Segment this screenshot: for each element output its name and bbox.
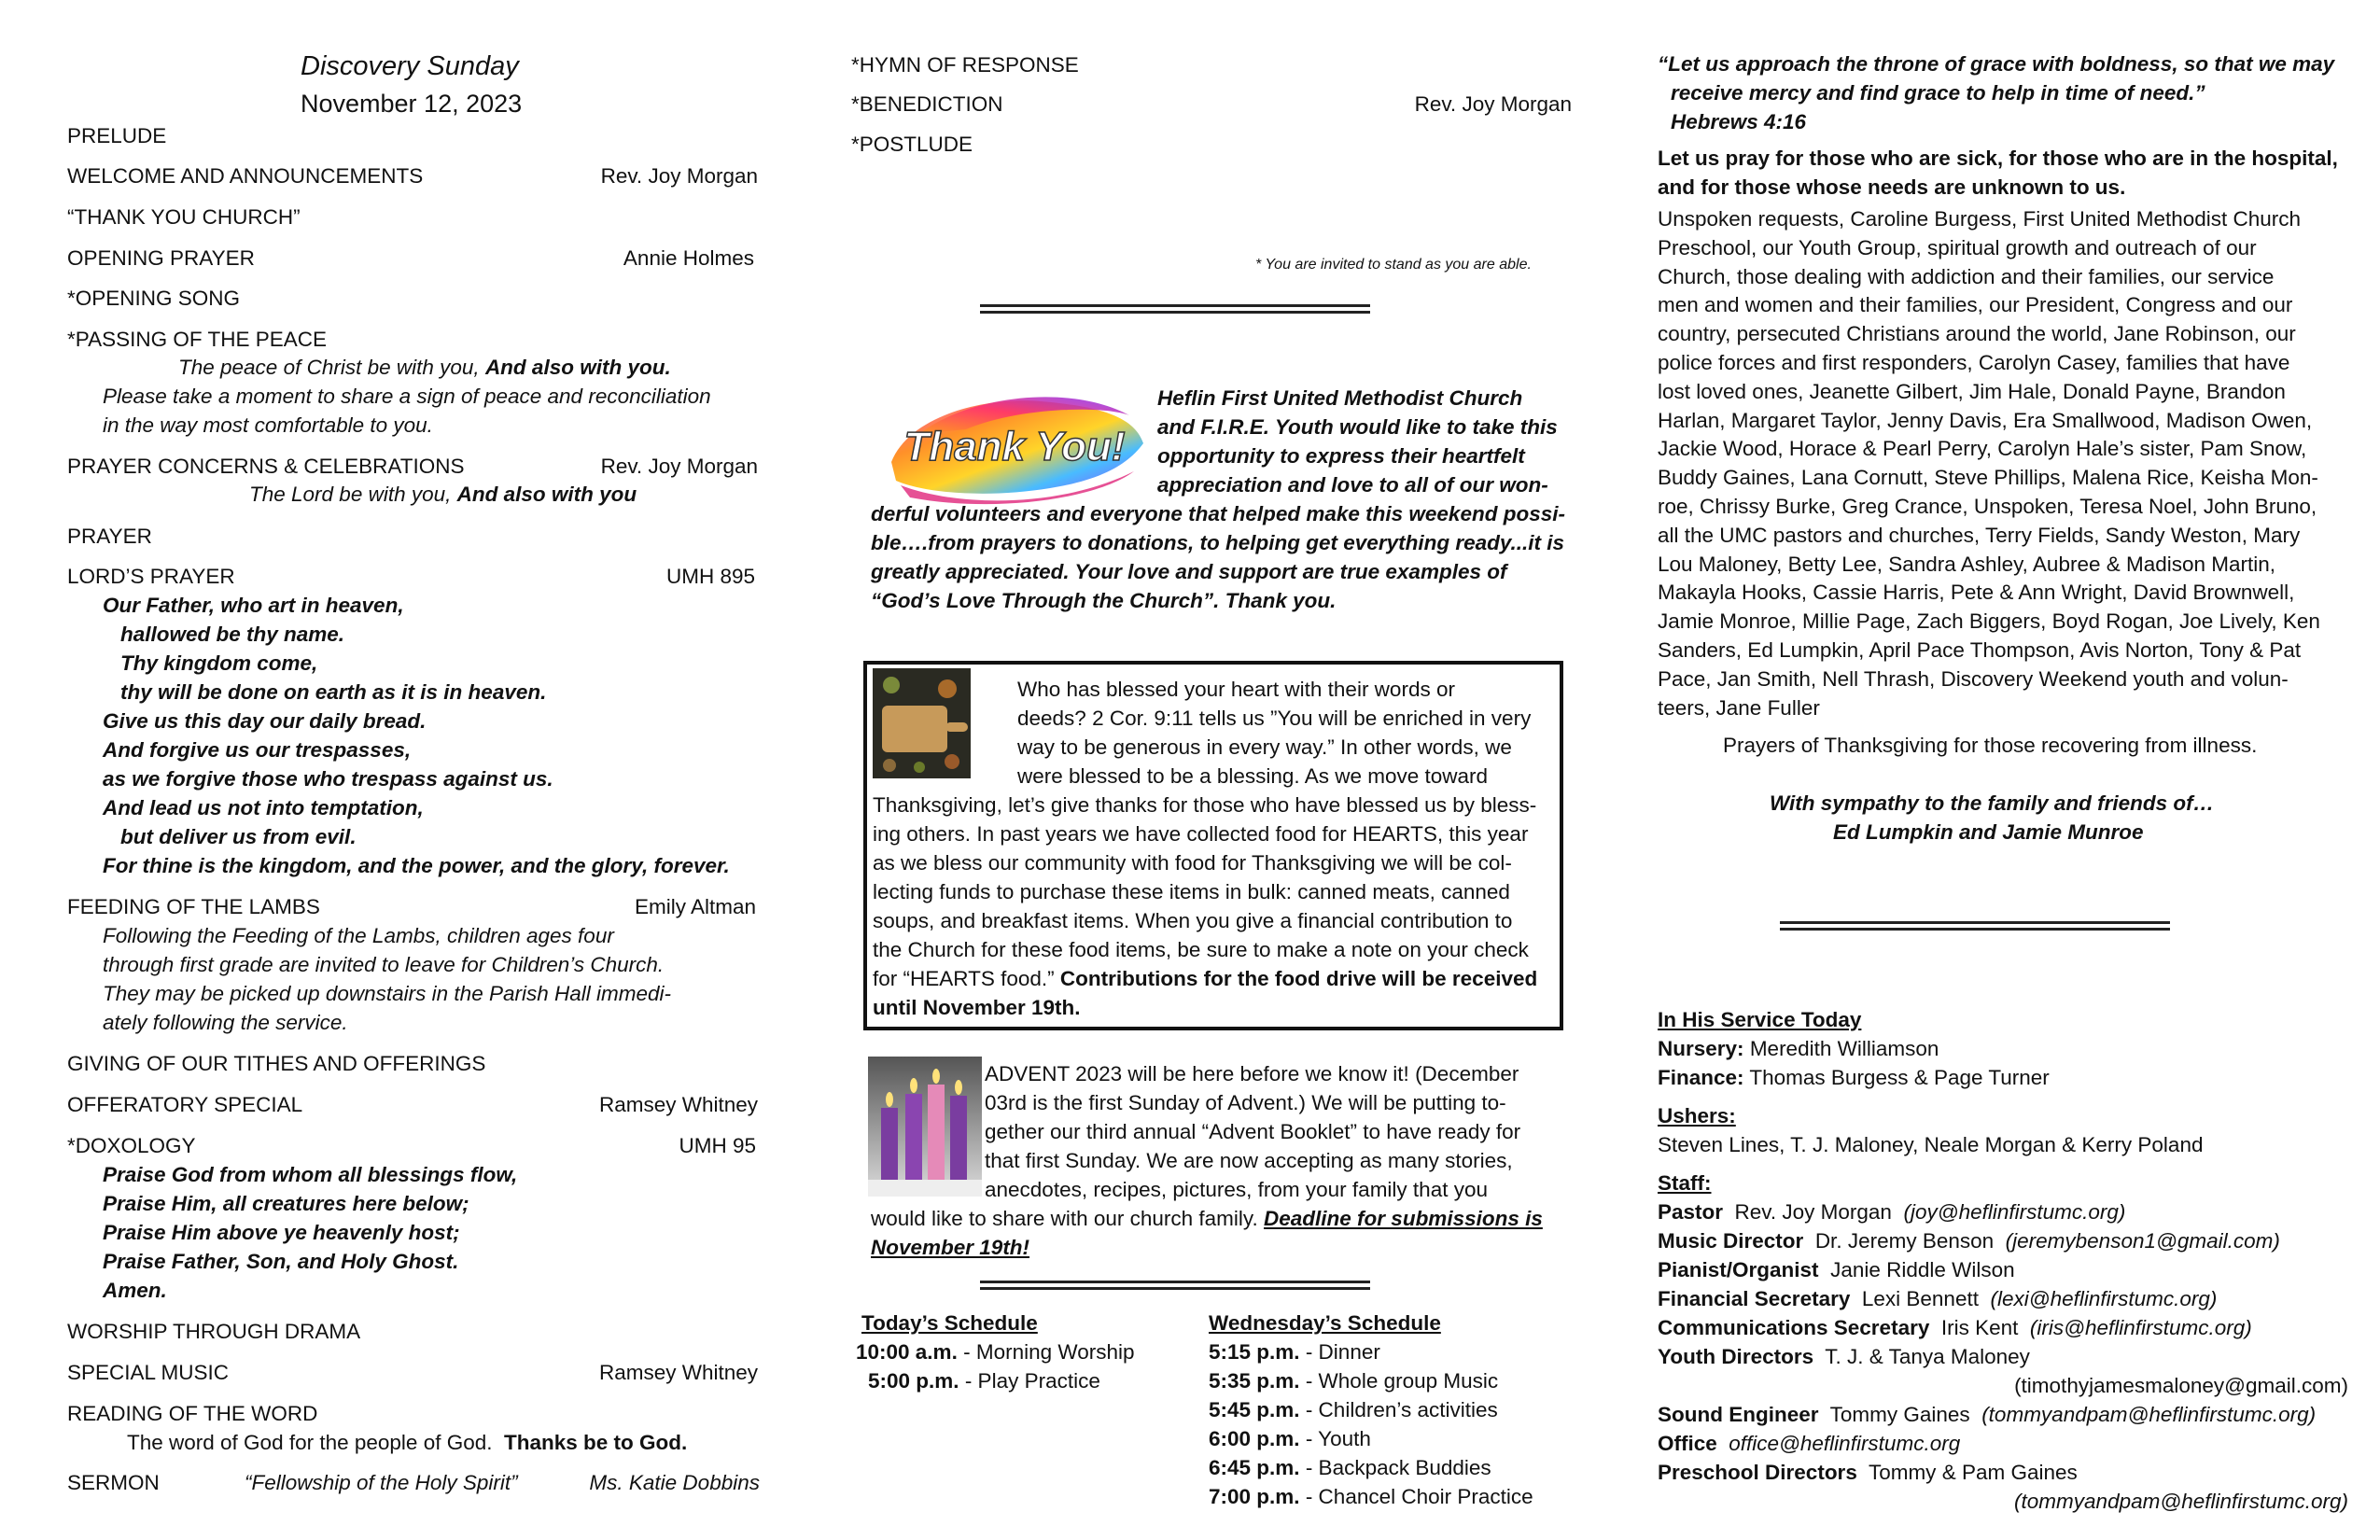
ushers-list: Steven Lines, T. J. Maloney, Neale Morgan & Kerry Poland — [1658, 1133, 2204, 1156]
passing-peace-note-2: in the way most comfortable to you. — [103, 413, 433, 437]
lords-prayer-line: And lead us not into temptation, — [103, 796, 424, 819]
wednesday-schedule-row: 7:00 p.m. - Chancel Choir Practice — [1209, 1485, 1533, 1508]
advent-text: 03rd is the first Sunday of Advent.) We will be putting to- — [985, 1091, 1506, 1114]
opening-prayer-item: OPENING PRAYER Annie Holmes — [67, 246, 754, 270]
reading-label: READING OF THE WORD — [67, 1402, 318, 1425]
lords-prayer-line: but deliver us from evil. — [120, 825, 357, 848]
prayer-names-line: Lou Maloney, Betty Lee, Sandra Ashley, Aubree & Madison Martin, — [1658, 552, 2276, 576]
prayer-concerns-response: The Lord be with you, And also with you — [249, 483, 637, 506]
feeding-note: through first grade are invited to leave for Children’s Church. — [103, 953, 665, 976]
drama: WORSHIP THROUGH DRAMA — [67, 1320, 361, 1343]
finance-row: Finance: Thomas Burgess & Page Turner — [1658, 1066, 2050, 1089]
stand-note: * You are invited to stand as you are able. — [1255, 257, 1532, 273]
special-music-item: SPECIAL MUSIC Ramsey Whitney — [67, 1361, 758, 1384]
feeding-note: Following the Feeding of the Lambs, children ages four — [103, 924, 614, 947]
advent-text: would like to share with our church family. Deadline for submissions is — [871, 1207, 1543, 1230]
hearts-text: soups, and breakfast items. When you give a financial contribution to — [873, 909, 1513, 932]
wednesday-schedule-row: 6:45 p.m. - Backpack Buddies — [1209, 1456, 1491, 1479]
hearts-text: Who has blessed your heart with their words or — [1017, 678, 1455, 701]
staff-row: Youth Directors T. J. & Tanya Maloney — [1658, 1345, 2030, 1368]
bulletin-date: November 12, 2023 — [301, 90, 523, 118]
feeding-note: ately following the service. — [103, 1011, 348, 1034]
passing-peace-note-1: Please take a moment to share a sign of peace and reconciliation — [103, 385, 711, 408]
thank-you-logo — [882, 378, 1148, 518]
hearts-text: lecting funds to purchase these items in bulk: canned meats, canned — [873, 880, 1510, 903]
opening-song: *OPENING SONG — [67, 287, 241, 310]
prayer-names-line: men and women and their families, our President, Congress and our — [1658, 293, 2293, 317]
benediction-leader: Rev. Joy Morgan — [1414, 92, 1572, 116]
divider — [980, 304, 1370, 314]
prayer-names-line: country, persecuted Christians around the world, Jane Robinson, our — [1658, 322, 2296, 346]
bulletin-title: Discovery Sunday — [301, 51, 519, 81]
passing-peace-response: The peace of Christ be with you, And also with you. — [178, 356, 671, 379]
today-schedule-title: Today’s Schedule — [861, 1311, 1038, 1335]
offertory-leader: Ramsey Whitney — [598, 1093, 758, 1116]
prayer-names-line: Church, those dealing with addiction and their families, our service — [1658, 264, 2275, 288]
hearts-deadline: until November 19th. — [873, 996, 1081, 1019]
feeding-item: FEEDING OF THE LAMBS Emily Altman — [67, 895, 756, 918]
divider — [980, 1281, 1370, 1290]
youth-directors-email: (timothyjamesmaloney@gmail.com) — [2014, 1374, 2348, 1397]
staff-row: Music Director Dr. Jeremy Benson (jeremybenson1@gmail.com) — [1658, 1229, 2280, 1253]
advent-text: anecdotes, recipes, pictures, from your family that you — [985, 1178, 1488, 1201]
hearts-text: ing others. In past years we have collected food for HEARTS, this year — [873, 822, 1529, 846]
staff-row: Office office@heflinfirstumc.org — [1658, 1432, 1961, 1455]
lords-prayer-ref: UMH 895 — [665, 565, 755, 588]
lords-prayer-item: LORD’S PRAYER UMH 895 — [67, 565, 755, 588]
special-music-leader: Ramsey Whitney — [598, 1361, 758, 1384]
prayer-names-line: teers, Jane Fuller — [1658, 695, 1820, 720]
divider — [1780, 921, 2170, 931]
wednesday-schedule-row: 5:35 p.m. - Whole group Music — [1209, 1369, 1499, 1393]
advent-candles-photo — [868, 1057, 982, 1197]
prayer-names-line: police forces and first responders, Carolyn Casey, families that have — [1658, 351, 2290, 374]
hearts-text: for “HEARTS food.” Contributions for the food drive will be received — [873, 967, 1538, 990]
verse-line: receive mercy and find grace to help in time of need.” — [1671, 81, 2205, 105]
thank-you-text: Heflin First United Methodist Church — [1157, 386, 1523, 410]
wednesday-schedule-row: 5:15 p.m. - Dinner — [1209, 1340, 1380, 1364]
prayer-heading: and for those whose needs are unknown to us. — [1658, 175, 2126, 199]
prayer-names-line: Makayla Hooks, Cassie Harris, Pete & Ann Wright, David Brownwell, — [1658, 581, 2295, 605]
doxology-line: Praise Him above ye heavenly host; — [103, 1221, 460, 1244]
thank-you-text: appreciation and love to all of our won- — [1157, 473, 1548, 497]
lords-prayer-line: Our Father, who art in heaven, — [103, 594, 404, 617]
hearts-text: the Church for these food items, be sure to make a note on your check — [873, 938, 1529, 961]
reading-response: The word of God for the people of God. Thanks be to God. — [127, 1431, 688, 1454]
advent-text: gether our third annual “Advent Booklet” to have ready for — [985, 1120, 1521, 1143]
hymn-of-response: *HYMN OF RESPONSE — [851, 53, 1079, 77]
thank-you-text: derful volunteers and everyone that helped make this weekend possi- — [871, 502, 1565, 525]
thank-you-text: opportunity to express their heartfelt — [1157, 444, 1525, 468]
prayer-names-line: Sanders, Ed Lumpkin, April Pace Thompson, Avis Norton, Tony & Pat — [1658, 638, 2302, 662]
prayer-names-line: Buddy Gaines, Lana Cornutt, Steve Phillips, Malena Rice, Keisha Mon- — [1658, 466, 2318, 490]
prayer-heading: Let us pray for those who are sick, for those who are in the hospital, — [1658, 147, 2338, 170]
welcome-item: WELCOME AND ANNOUNCEMENTS Rev. Joy Morgan — [67, 164, 758, 188]
thank-you-text: “God’s Love Through the Church”. Thank you. — [871, 589, 1337, 612]
thank-you-logo-text: Thank You! — [903, 424, 1126, 469]
lords-prayer-line: as we forgive those who trespass against us. — [103, 767, 553, 791]
prayer-concerns-item: PRAYER CONCERNS & CELEBRATIONS Rev. Joy Morgan — [67, 455, 758, 478]
passing-peace-label: *PASSING OF THE PEACE — [67, 328, 327, 351]
staff-row: Preschool Directors Tommy & Pam Gaines — [1658, 1461, 2078, 1484]
prayer-names-line: Jackie Wood, Horace & Pearl Perry, Carolyn Hale’s sister, Pam Snow, — [1658, 437, 2307, 461]
sermon-title: “Fellowship of the Holy Spirit” — [245, 1471, 518, 1494]
prayer-concerns-leader: Rev. Joy Morgan — [600, 455, 758, 478]
prayer-names-line: Pace, Jan Smith, Nell Thrash, Discovery Weekend youth and volun- — [1658, 666, 2289, 691]
thank-you-text: greatly appreciated. Your love and support are true examples of — [871, 560, 1507, 583]
doxology-line: Praise Him, all creatures here below; — [103, 1192, 469, 1215]
hearts-text: way to be generous in every way.” In other words, we — [1017, 735, 1512, 759]
prayer-names-line: lost loved ones, Jeanette Gilbert, Jim Hale, Donald Payne, Brandon — [1658, 379, 2286, 403]
lords-prayer-line: And forgive us our trespasses, — [103, 738, 412, 762]
today-schedule-row: 5:00 p.m. - Play Practice — [868, 1369, 1100, 1393]
thank-you-church: “THANK YOU CHURCH” — [67, 205, 301, 229]
ushers-heading: Ushers: — [1658, 1104, 1736, 1127]
sympathy-names: Ed Lumpkin and Jamie Munroe — [1833, 820, 2144, 844]
doxology-line: Praise Father, Son, and Holy Ghost. — [103, 1250, 459, 1273]
advent-deadline: November 19th! — [871, 1236, 1030, 1259]
verse-reference: Hebrews 4:16 — [1671, 110, 1807, 133]
feeding-leader: Emily Altman — [634, 895, 756, 918]
prayer-names-line: Preschool, our Youth Group, spiritual growth and outreach of our — [1658, 235, 2257, 259]
prayer: PRAYER — [67, 525, 152, 548]
cutting-board-photo — [873, 668, 971, 778]
wednesday-schedule-row: 6:00 p.m. - Youth — [1209, 1427, 1371, 1450]
staff-row: Communications Secretary Iris Kent (iris@heflinfirstumc.org) — [1658, 1316, 2252, 1339]
welcome-leader: Rev. Joy Morgan — [600, 164, 758, 188]
doxology-item: *DOXOLOGY UMH 95 — [67, 1134, 756, 1157]
thank-you-text: ble….from prayers to donations, to helping get everything ready...it is — [871, 531, 1565, 554]
hearts-text: deeds? 2 Cor. 9:11 tells us ”You will be enriched in very — [1017, 707, 1532, 730]
doxology-line: Amen. — [103, 1279, 167, 1302]
staff-row: Financial Secretary Lexi Bennett (lexi@heflinfirstumc.org) — [1658, 1287, 2218, 1310]
advent-text: that first Sunday. We are now accepting as many stories, — [985, 1149, 1513, 1172]
opening-prayer-leader: Annie Holmes — [623, 246, 754, 270]
wednesday-schedule-row: 5:45 p.m. - Children’s activities — [1209, 1398, 1498, 1421]
lords-prayer-line: Give us this day our daily bread. — [103, 709, 427, 733]
staff-row: Pastor Rev. Joy Morgan (joy@heflinfirstumc.org) — [1658, 1200, 2126, 1224]
doxology-line: Praise God from whom all blessings flow, — [103, 1163, 518, 1186]
lords-prayer-line: Thy kingdom come, — [120, 651, 318, 675]
staff-heading: Staff: — [1658, 1171, 1712, 1195]
prayer-names-line: Unspoken requests, Caroline Burgess, First United Methodist Church — [1658, 207, 2302, 231]
today-schedule-row: 10:00 a.m. - Morning Worship — [856, 1340, 1135, 1364]
wednesday-schedule-title: Wednesday’s Schedule — [1209, 1311, 1441, 1335]
doxology-ref: UMH 95 — [679, 1134, 756, 1157]
prayer-names-line: Jamie Monroe, Millie Page, Zach Biggers, Boyd Rogan, Joe Lively, Ken — [1658, 609, 2320, 634]
verse-line: “Let us approach the throne of grace with boldness, so that we may — [1658, 52, 2335, 76]
feeding-note: They may be picked up downstairs in the Parish Hall immedi- — [103, 982, 672, 1005]
lords-prayer-line: For thine is the kingdom, and the power, and the glory, forever. — [103, 854, 730, 877]
hearts-text: as we bless our community with food for Thanksgiving we will be col- — [873, 851, 1512, 875]
advent-text: ADVENT 2023 will be here before we know it! (December — [985, 1062, 1519, 1085]
hearts-text: Thanksgiving, let’s give thanks for those who have blessed us by bless- — [873, 793, 1537, 817]
sympathy-line: With sympathy to the family and friends of… — [1770, 791, 2215, 815]
nursery-row: Nursery: Meredith Williamson — [1658, 1037, 1939, 1060]
benediction-item: *BENEDICTION Rev. Joy Morgan — [851, 92, 1572, 116]
service-heading: In His Service Today — [1658, 1008, 1862, 1031]
hearts-text: were blessed to be a blessing. As we move toward — [1017, 764, 1489, 788]
postlude: *POSTLUDE — [851, 133, 973, 156]
lords-prayer-line: thy will be done on earth as it is in heaven. — [120, 680, 547, 704]
prayer-names-line: roe, Chrissy Burke, Greg Crance, Unspoken, Teresa Noel, John Bruno, — [1658, 495, 2317, 518]
preschool-directors-email: (tommyandpam@heflinfirstumc.org) — [2014, 1490, 2348, 1513]
sermon-leader: Ms. Katie Dobbins — [589, 1471, 760, 1494]
offertory-item: OFFERATORY SPECIAL Ramsey Whitney — [67, 1093, 758, 1116]
thanksgiving-prayers: Prayers of Thanksgiving for those recovering from illness. — [1723, 734, 2258, 757]
thank-you-text: and F.I.R.E. Youth would like to take this — [1157, 415, 1558, 439]
prayer-names-line: all the UMC pastors and churches, Terry Fields, Sandy Weston, Mary — [1658, 523, 2301, 547]
staff-row: Pianist/Organist Janie Riddle Wilson — [1658, 1258, 2015, 1281]
prelude: PRELUDE — [67, 124, 167, 147]
giving: GIVING OF OUR TITHES AND OFFERINGS — [67, 1052, 486, 1075]
prayer-names-line: Harlan, Margaret Taylor, Jenny Davis, Era Smallwood, Madison Owen, — [1658, 408, 2313, 432]
lords-prayer-line: hallowed be thy name. — [120, 623, 345, 646]
staff-row: Sound Engineer Tommy Gaines (tommyandpam@heflinfirstumc.org) — [1658, 1403, 2317, 1426]
sermon-item: SERMON “Fellowship of the Holy Spirit” Ms. Katie Dobbins — [67, 1471, 760, 1494]
